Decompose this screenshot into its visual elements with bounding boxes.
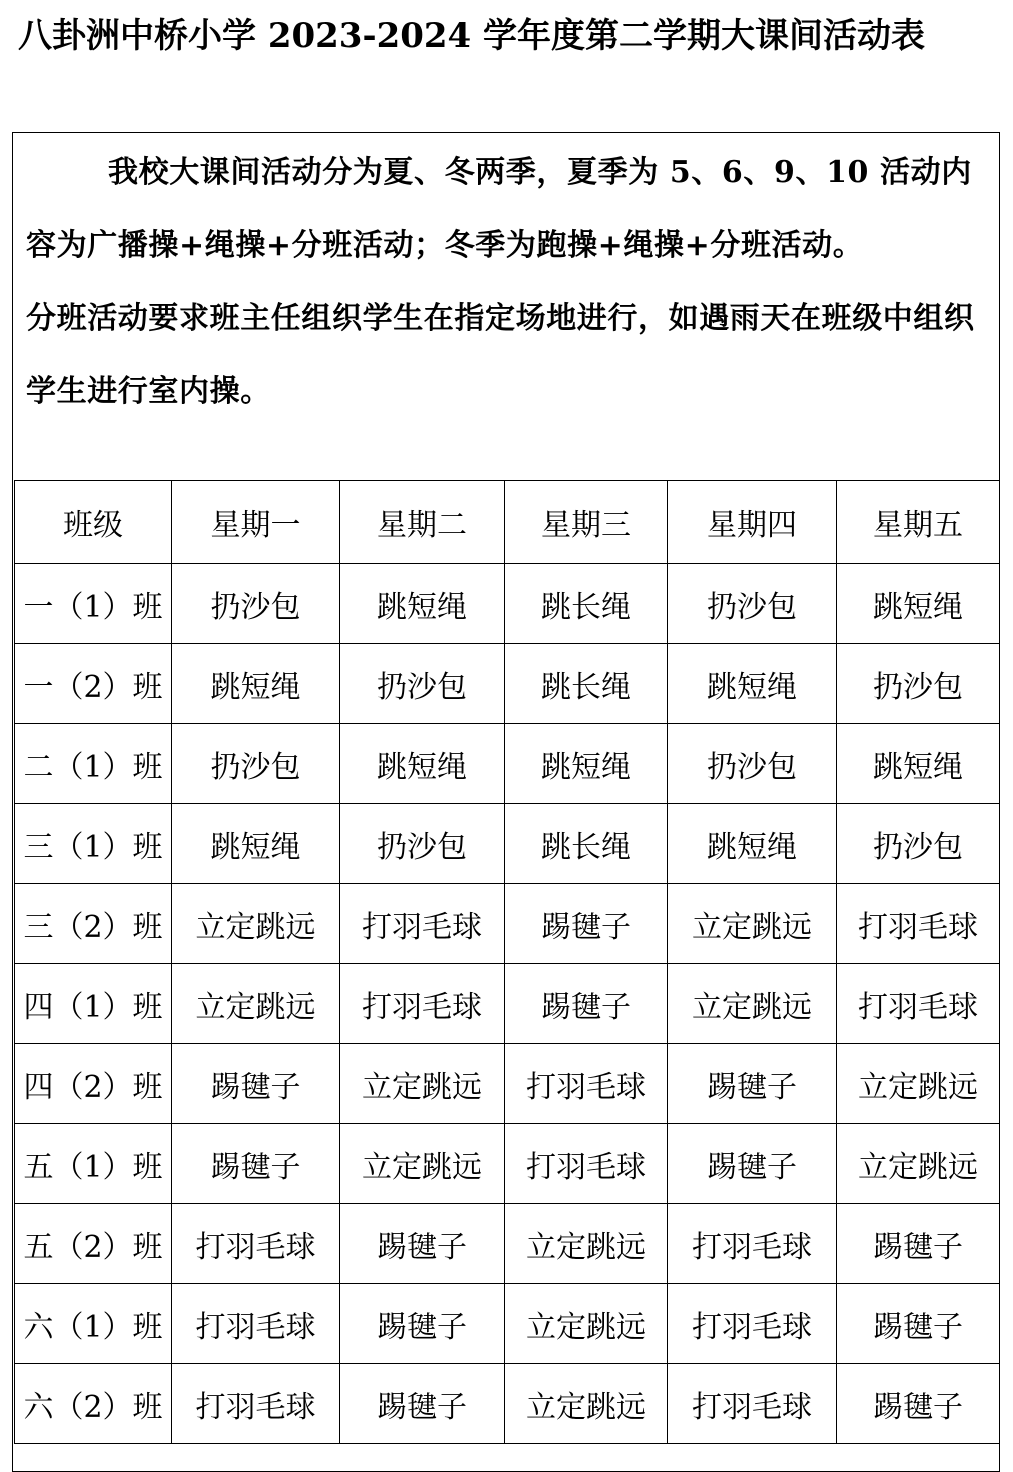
class-name-cell: 五（2）班 bbox=[15, 1204, 172, 1284]
intro-paragraph-2: 分班活动要求班主任组织学生在指定场地进行，如遇雨天在班级中组织学生进行室内操。 bbox=[26, 301, 975, 409]
table-row bbox=[15, 1364, 1000, 1444]
activity-cell: 踢毽子 bbox=[340, 1284, 505, 1364]
activity-cell: 跳长绳 bbox=[505, 564, 668, 644]
activity-cell: 扔沙包 bbox=[340, 644, 505, 724]
table-row bbox=[15, 1204, 1000, 1284]
table-header-row bbox=[15, 481, 1000, 564]
activity-cell: 打羽毛球 bbox=[340, 964, 505, 1044]
class-name-cell: 六（2）班 bbox=[15, 1364, 172, 1444]
activity-cell: 跳短绳 bbox=[837, 724, 1000, 804]
activity-cell: 扔沙包 bbox=[172, 724, 340, 804]
table-row bbox=[15, 1044, 1000, 1124]
activity-cell: 跳长绳 bbox=[505, 804, 668, 884]
activity-cell: 踢毽子 bbox=[837, 1204, 1000, 1284]
class-name-cell: 一（2）班 bbox=[15, 644, 172, 724]
activity-cell: 踢毽子 bbox=[668, 1124, 837, 1204]
intro-paragraph-1: 我校大课间活动分为夏、冬两季，夏季为 5、6、9、10 活动内容为广播操+绳操+分班活动；冬季为跑操+绳操+分班活动。 bbox=[26, 155, 972, 263]
activity-cell: 立定跳远 bbox=[505, 1284, 668, 1364]
activity-cell: 踢毽子 bbox=[340, 1364, 505, 1444]
header-thursday: 星期四 bbox=[668, 481, 837, 564]
activity-cell: 扔沙包 bbox=[837, 644, 1000, 724]
activity-cell: 踢毽子 bbox=[837, 1284, 1000, 1364]
activity-cell: 打羽毛球 bbox=[668, 1204, 837, 1284]
table-row bbox=[15, 724, 1000, 804]
class-name-cell: 四（2）班 bbox=[15, 1044, 172, 1124]
activity-cell: 打羽毛球 bbox=[172, 1284, 340, 1364]
class-name-cell: 五（1）班 bbox=[15, 1124, 172, 1204]
class-name-cell: 四（1）班 bbox=[15, 964, 172, 1044]
activity-cell: 跳短绳 bbox=[340, 724, 505, 804]
activity-cell: 打羽毛球 bbox=[505, 1124, 668, 1204]
activity-cell: 立定跳远 bbox=[668, 884, 837, 964]
table-row bbox=[15, 804, 1000, 884]
activity-cell: 立定跳远 bbox=[837, 1044, 1000, 1124]
activity-cell: 跳短绳 bbox=[668, 644, 837, 724]
activity-cell: 跳短绳 bbox=[172, 804, 340, 884]
activity-cell: 立定跳远 bbox=[505, 1364, 668, 1444]
header-wednesday: 星期三 bbox=[505, 481, 668, 564]
activity-cell: 跳短绳 bbox=[340, 564, 505, 644]
intro-text bbox=[26, 136, 992, 428]
activity-cell: 踢毽子 bbox=[505, 964, 668, 1044]
activity-cell: 扔沙包 bbox=[172, 564, 340, 644]
header-class: 班级 bbox=[15, 481, 172, 564]
table-row bbox=[15, 1284, 1000, 1364]
activity-cell: 踢毽子 bbox=[172, 1044, 340, 1124]
table-row bbox=[15, 644, 1000, 724]
activity-cell: 打羽毛球 bbox=[837, 884, 1000, 964]
header-friday: 星期五 bbox=[837, 481, 1000, 564]
activity-cell: 扔沙包 bbox=[668, 724, 837, 804]
activity-cell: 扔沙包 bbox=[668, 564, 837, 644]
activity-cell: 立定跳远 bbox=[172, 884, 340, 964]
table-row bbox=[15, 564, 1000, 644]
activity-cell: 踢毽子 bbox=[172, 1124, 340, 1204]
activity-cell: 立定跳远 bbox=[172, 964, 340, 1044]
header-monday: 星期一 bbox=[172, 481, 340, 564]
table-body bbox=[15, 564, 1000, 1444]
activity-cell: 扔沙包 bbox=[340, 804, 505, 884]
class-name-cell: 二（1）班 bbox=[15, 724, 172, 804]
activity-cell: 立定跳远 bbox=[837, 1124, 1000, 1204]
activity-cell: 打羽毛球 bbox=[505, 1044, 668, 1124]
activity-cell: 踢毽子 bbox=[837, 1364, 1000, 1444]
activity-cell: 跳短绳 bbox=[505, 724, 668, 804]
activity-cell: 打羽毛球 bbox=[668, 1364, 837, 1444]
activity-cell: 立定跳远 bbox=[340, 1044, 505, 1124]
activity-cell: 踢毽子 bbox=[505, 884, 668, 964]
activity-cell: 扔沙包 bbox=[837, 804, 1000, 884]
activity-cell: 跳长绳 bbox=[505, 644, 668, 724]
activity-cell: 打羽毛球 bbox=[172, 1204, 340, 1284]
class-name-cell: 六（1）班 bbox=[15, 1284, 172, 1364]
table-row bbox=[15, 884, 1000, 964]
activity-cell: 跳短绳 bbox=[837, 564, 1000, 644]
table-row bbox=[15, 964, 1000, 1044]
activity-cell: 跳短绳 bbox=[668, 804, 837, 884]
class-name-cell: 一（1）班 bbox=[15, 564, 172, 644]
activity-cell: 踢毽子 bbox=[340, 1204, 505, 1284]
class-name-cell: 三（1）班 bbox=[15, 804, 172, 884]
activity-cell: 打羽毛球 bbox=[172, 1364, 340, 1444]
activity-cell: 打羽毛球 bbox=[668, 1284, 837, 1364]
activity-cell: 立定跳远 bbox=[340, 1124, 505, 1204]
activity-cell: 打羽毛球 bbox=[837, 964, 1000, 1044]
document-title: 八卦洲中桥小学 2023-2024 学年度第二学期大课间活动表 bbox=[18, 16, 926, 56]
activity-cell: 立定跳远 bbox=[505, 1204, 668, 1284]
header-tuesday: 星期二 bbox=[340, 481, 505, 564]
activity-cell: 立定跳远 bbox=[668, 964, 837, 1044]
table-row bbox=[15, 1124, 1000, 1204]
activity-cell: 跳短绳 bbox=[172, 644, 340, 724]
activity-schedule-table bbox=[14, 480, 1000, 1444]
activity-cell: 踢毽子 bbox=[668, 1044, 837, 1124]
activity-cell: 打羽毛球 bbox=[340, 884, 505, 964]
class-name-cell: 三（2）班 bbox=[15, 884, 172, 964]
